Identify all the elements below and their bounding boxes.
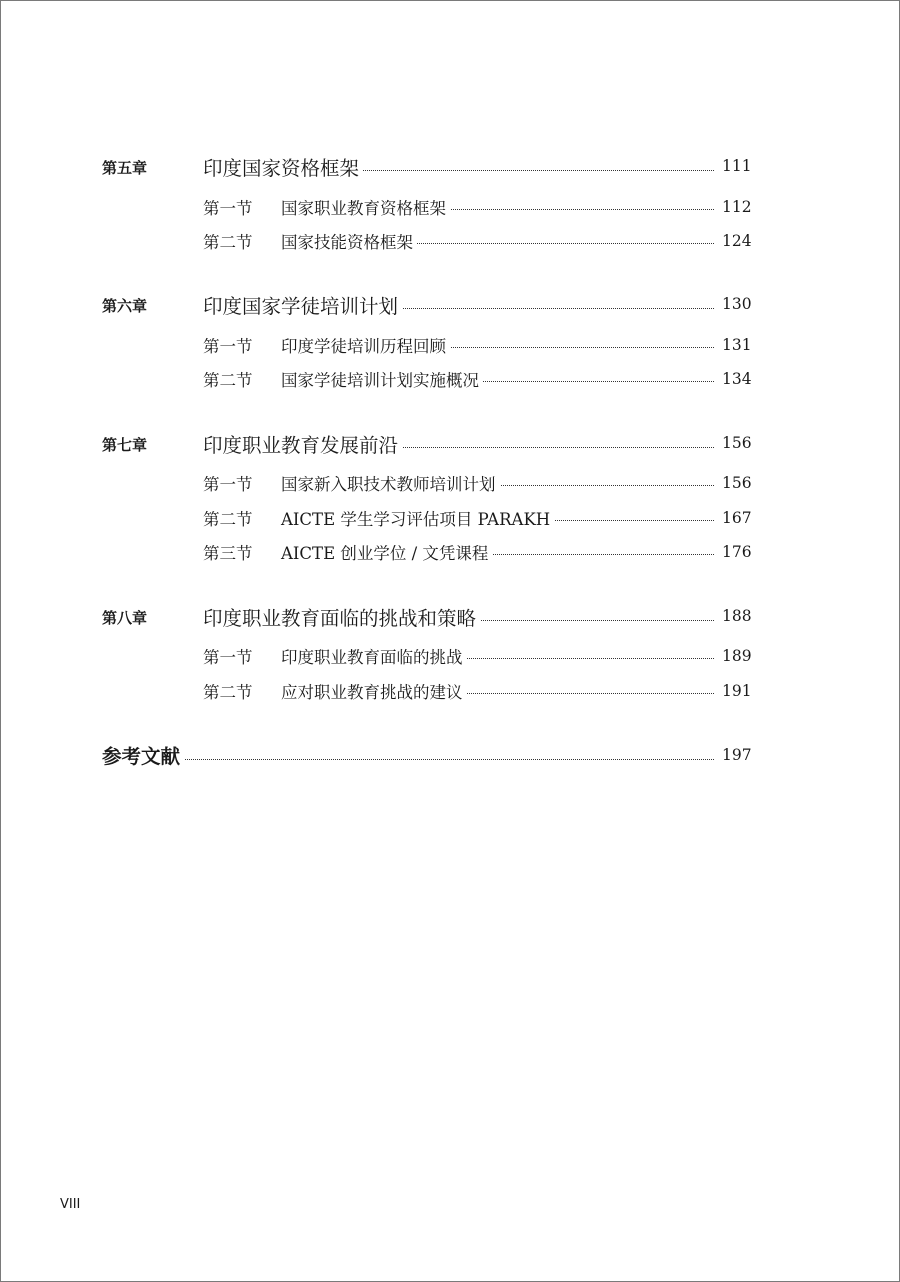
section-label: 第二节: [203, 233, 253, 252]
chapter-title: 印度国家资格框架: [203, 153, 363, 181]
toc-section-5-1[interactable]: [0, 192, 900, 222]
chapter-label: 第五章: [102, 159, 148, 177]
references-title: 参考文献: [102, 741, 184, 769]
page-number: 191: [722, 682, 752, 700]
page-number: 189: [722, 647, 752, 665]
toc-section-7-1[interactable]: [0, 468, 900, 498]
page-folio: VIII: [60, 1197, 81, 1212]
page-number: 156: [722, 474, 752, 492]
chapter-title: 印度职业教育面临的挑战和策略: [203, 603, 480, 631]
section-title: 印度学徒培训历程回顾: [281, 333, 450, 357]
section-title: 印度职业教育面临的挑战: [281, 644, 467, 668]
page-number: 197: [722, 746, 752, 764]
page-number: 124: [722, 232, 752, 250]
page-number: 176: [722, 543, 752, 561]
section-title: 国家职业教育资格框架: [281, 195, 450, 219]
section-label: 第一节: [203, 337, 253, 356]
section-title: 国家新入职技术教师培训计划: [281, 471, 500, 495]
toc-section-6-2[interactable]: [0, 364, 900, 394]
chapter-title: 印度国家学徒培训计划: [203, 291, 402, 319]
section-title: AICTE 创业学位 / 文凭课程: [281, 540, 492, 564]
toc-section-6-1[interactable]: [0, 330, 900, 360]
chapter-label: 第八章: [102, 609, 148, 627]
section-label: 第一节: [203, 648, 253, 667]
toc-section-7-2[interactable]: [0, 503, 900, 533]
section-label: 第一节: [203, 199, 253, 218]
page-number: 188: [722, 607, 752, 625]
toc-section-7-3[interactable]: [0, 537, 900, 567]
section-label: 第一节: [203, 475, 253, 494]
page-number: 156: [722, 434, 752, 452]
chapter-title: 印度职业教育发展前沿: [203, 430, 402, 458]
leader-dots: [110, 759, 714, 760]
section-title: 国家学徒培训计划实施概况: [281, 367, 483, 391]
page-number: 112: [722, 198, 752, 216]
toc-section-5-2[interactable]: [0, 226, 900, 256]
section-label: 第三节: [203, 544, 253, 563]
page-number: 111: [722, 157, 752, 175]
page-number: 167: [722, 509, 752, 527]
toc-section-8-1[interactable]: [0, 641, 900, 671]
section-label: 第二节: [203, 510, 253, 529]
chapter-label: 第六章: [102, 297, 148, 315]
section-label: 第二节: [203, 371, 253, 390]
page-number: 134: [722, 370, 752, 388]
toc-section-8-2[interactable]: [0, 676, 900, 706]
toc-references[interactable]: [0, 741, 900, 771]
section-label: 第二节: [203, 683, 253, 702]
section-title: 国家技能资格框架: [281, 229, 417, 253]
chapter-label: 第七章: [102, 436, 148, 454]
toc-chapter-7[interactable]: [0, 429, 900, 459]
section-title: 应对职业教育挑战的建议: [281, 679, 467, 703]
page-number: 131: [722, 336, 752, 354]
section-title: AICTE 学生学习评估项目 PARAKH: [281, 506, 554, 530]
page-number: 130: [722, 295, 752, 313]
toc-chapter-5[interactable]: [0, 152, 900, 182]
toc-chapter-8[interactable]: [0, 602, 900, 632]
toc-chapter-6[interactable]: [0, 290, 900, 320]
